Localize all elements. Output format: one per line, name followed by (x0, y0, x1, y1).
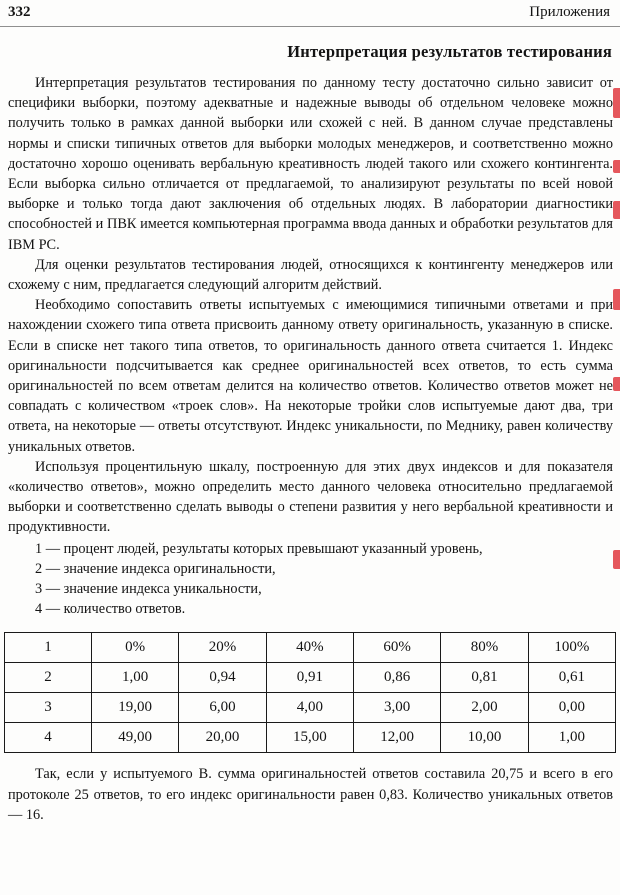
page-header (0, 0, 620, 27)
list-item-1: 1 — процент людей, результаты которых превышают указанный уровень, (35, 540, 483, 557)
table-cell: 4 (5, 723, 92, 753)
scan-mark-artifact (613, 550, 620, 569)
table-cell: 60% (353, 633, 440, 663)
table-cell: 1 (5, 633, 92, 663)
table-cell: 1,00 (528, 723, 615, 753)
scan-mark-artifact (613, 160, 620, 173)
table-row (5, 663, 616, 693)
table-cell: 1,00 (92, 663, 179, 693)
table-cell: 0,94 (179, 663, 266, 693)
table-cell: 10,00 (441, 723, 528, 753)
table-cell: 2 (5, 663, 92, 693)
table-row (5, 723, 616, 753)
table-cell: 12,00 (353, 723, 440, 753)
list-item-2: 2 — значение индекса оригинальности, (35, 560, 276, 577)
table-cell: 0,86 (353, 663, 440, 693)
table-cell: 49,00 (92, 723, 179, 753)
table-cell: 6,00 (179, 693, 266, 723)
table-cell: 3,00 (353, 693, 440, 723)
table-cell: 100% (528, 633, 615, 663)
header-section-label: Приложения (529, 4, 610, 20)
table-cell: 2,00 (441, 693, 528, 723)
table-cell: 15,00 (266, 723, 353, 753)
table-cell: 20% (179, 633, 266, 663)
list-item-4: 4 — количество ответов. (35, 601, 186, 618)
page-title: Интерпретация результатов тестирования (287, 42, 612, 61)
list-item-3: 3 — значение индекса уникальности, (35, 581, 262, 598)
body-text (8, 73, 613, 619)
paragraph-4: Используя процентильную шкалу, построенную для этих двух индексов и для показателя «количество ответов», можно определить место данного человека относительно предлагаемой выборки и соответственно сделать выводы о степени развития у него вербальной креативности и продуктивности. (8, 458, 613, 536)
table-row (5, 693, 616, 723)
paragraph-1: Интерпретация результатов тестирования по данному тесту достаточно сильно зависит от специфики выборки, поэтому адекватные и надежные выводы об отдельном человеке можно получить только в рамках данной выборки или схожей с ней. В данном случае представлены нормы и списки типичных ответов для выборки молодых менеджеров, и соответственно можно достаточно хорошо оценивать вербальную креативность людей такого или схожего контингента. Если выборка сильно отличается от предлагаемой, то анализируют результаты по всей новой выборке и только тогда дают заключения об отдельных людях. В лаборатории диагностики способностей и ПВК имеется компьютерная программа ввода данных и обработки результатов для IBM PC. (8, 75, 613, 253)
table-cell: 20,00 (179, 723, 266, 753)
paragraph-2: Для оценки результатов тестирования людей, относящихся к контингенту менеджеров или схожему с ним, предлагается следующий алгоритм действий. (8, 256, 613, 294)
table-row (5, 633, 616, 663)
table-cell: 4,00 (266, 693, 353, 723)
scan-mark-artifact (613, 201, 620, 219)
table-cell: 40% (266, 633, 353, 663)
table-cell: 0% (92, 633, 179, 663)
paragraph-3: Необходимо сопоставить ответы испытуемых с имеющимися типичными ответами и при нахождении схожего типа ответа присвоить данному ответу оригинальность, указанную в списке. Если в списке нет такого типа ответов, то оригинальность данного ответа считается 1. Индекс оригинальности подсчитывается как среднее оригинальностей всех ответов, то есть сумма оригинальностей по всем ответам делится на количество ответов. Количество ответов может не совпадать с количеством «троек слов». На некоторые тройки слов испытуемые дают два, три ответа, на некоторые — ответы отсутствуют. Индекс уникальности, по Меднику, равен количеству уникальных ответов. (8, 297, 613, 455)
table-cell: 0,81 (441, 663, 528, 693)
closing-paragraph: Так, если у испытуемого В. сумма оригинальностей ответов составила 20,75 и всего в его протоколе 25 ответов, то его индекс оригинальности равен 0,83. Количество уникальных ответов — 16. (8, 766, 613, 823)
index-legend-list (8, 539, 613, 620)
table-cell: 0,00 (528, 693, 615, 723)
table-cell: 0,61 (528, 663, 615, 693)
table-cell: 0,91 (266, 663, 353, 693)
scan-mark-artifact (613, 88, 620, 118)
table-cell: 19,00 (92, 693, 179, 723)
table-cell: 3 (5, 693, 92, 723)
percentile-table (4, 632, 616, 753)
table-cell: 80% (441, 633, 528, 663)
scan-mark-artifact (613, 377, 620, 391)
scan-mark-artifact (613, 289, 620, 310)
page-number: 332 (8, 4, 31, 20)
